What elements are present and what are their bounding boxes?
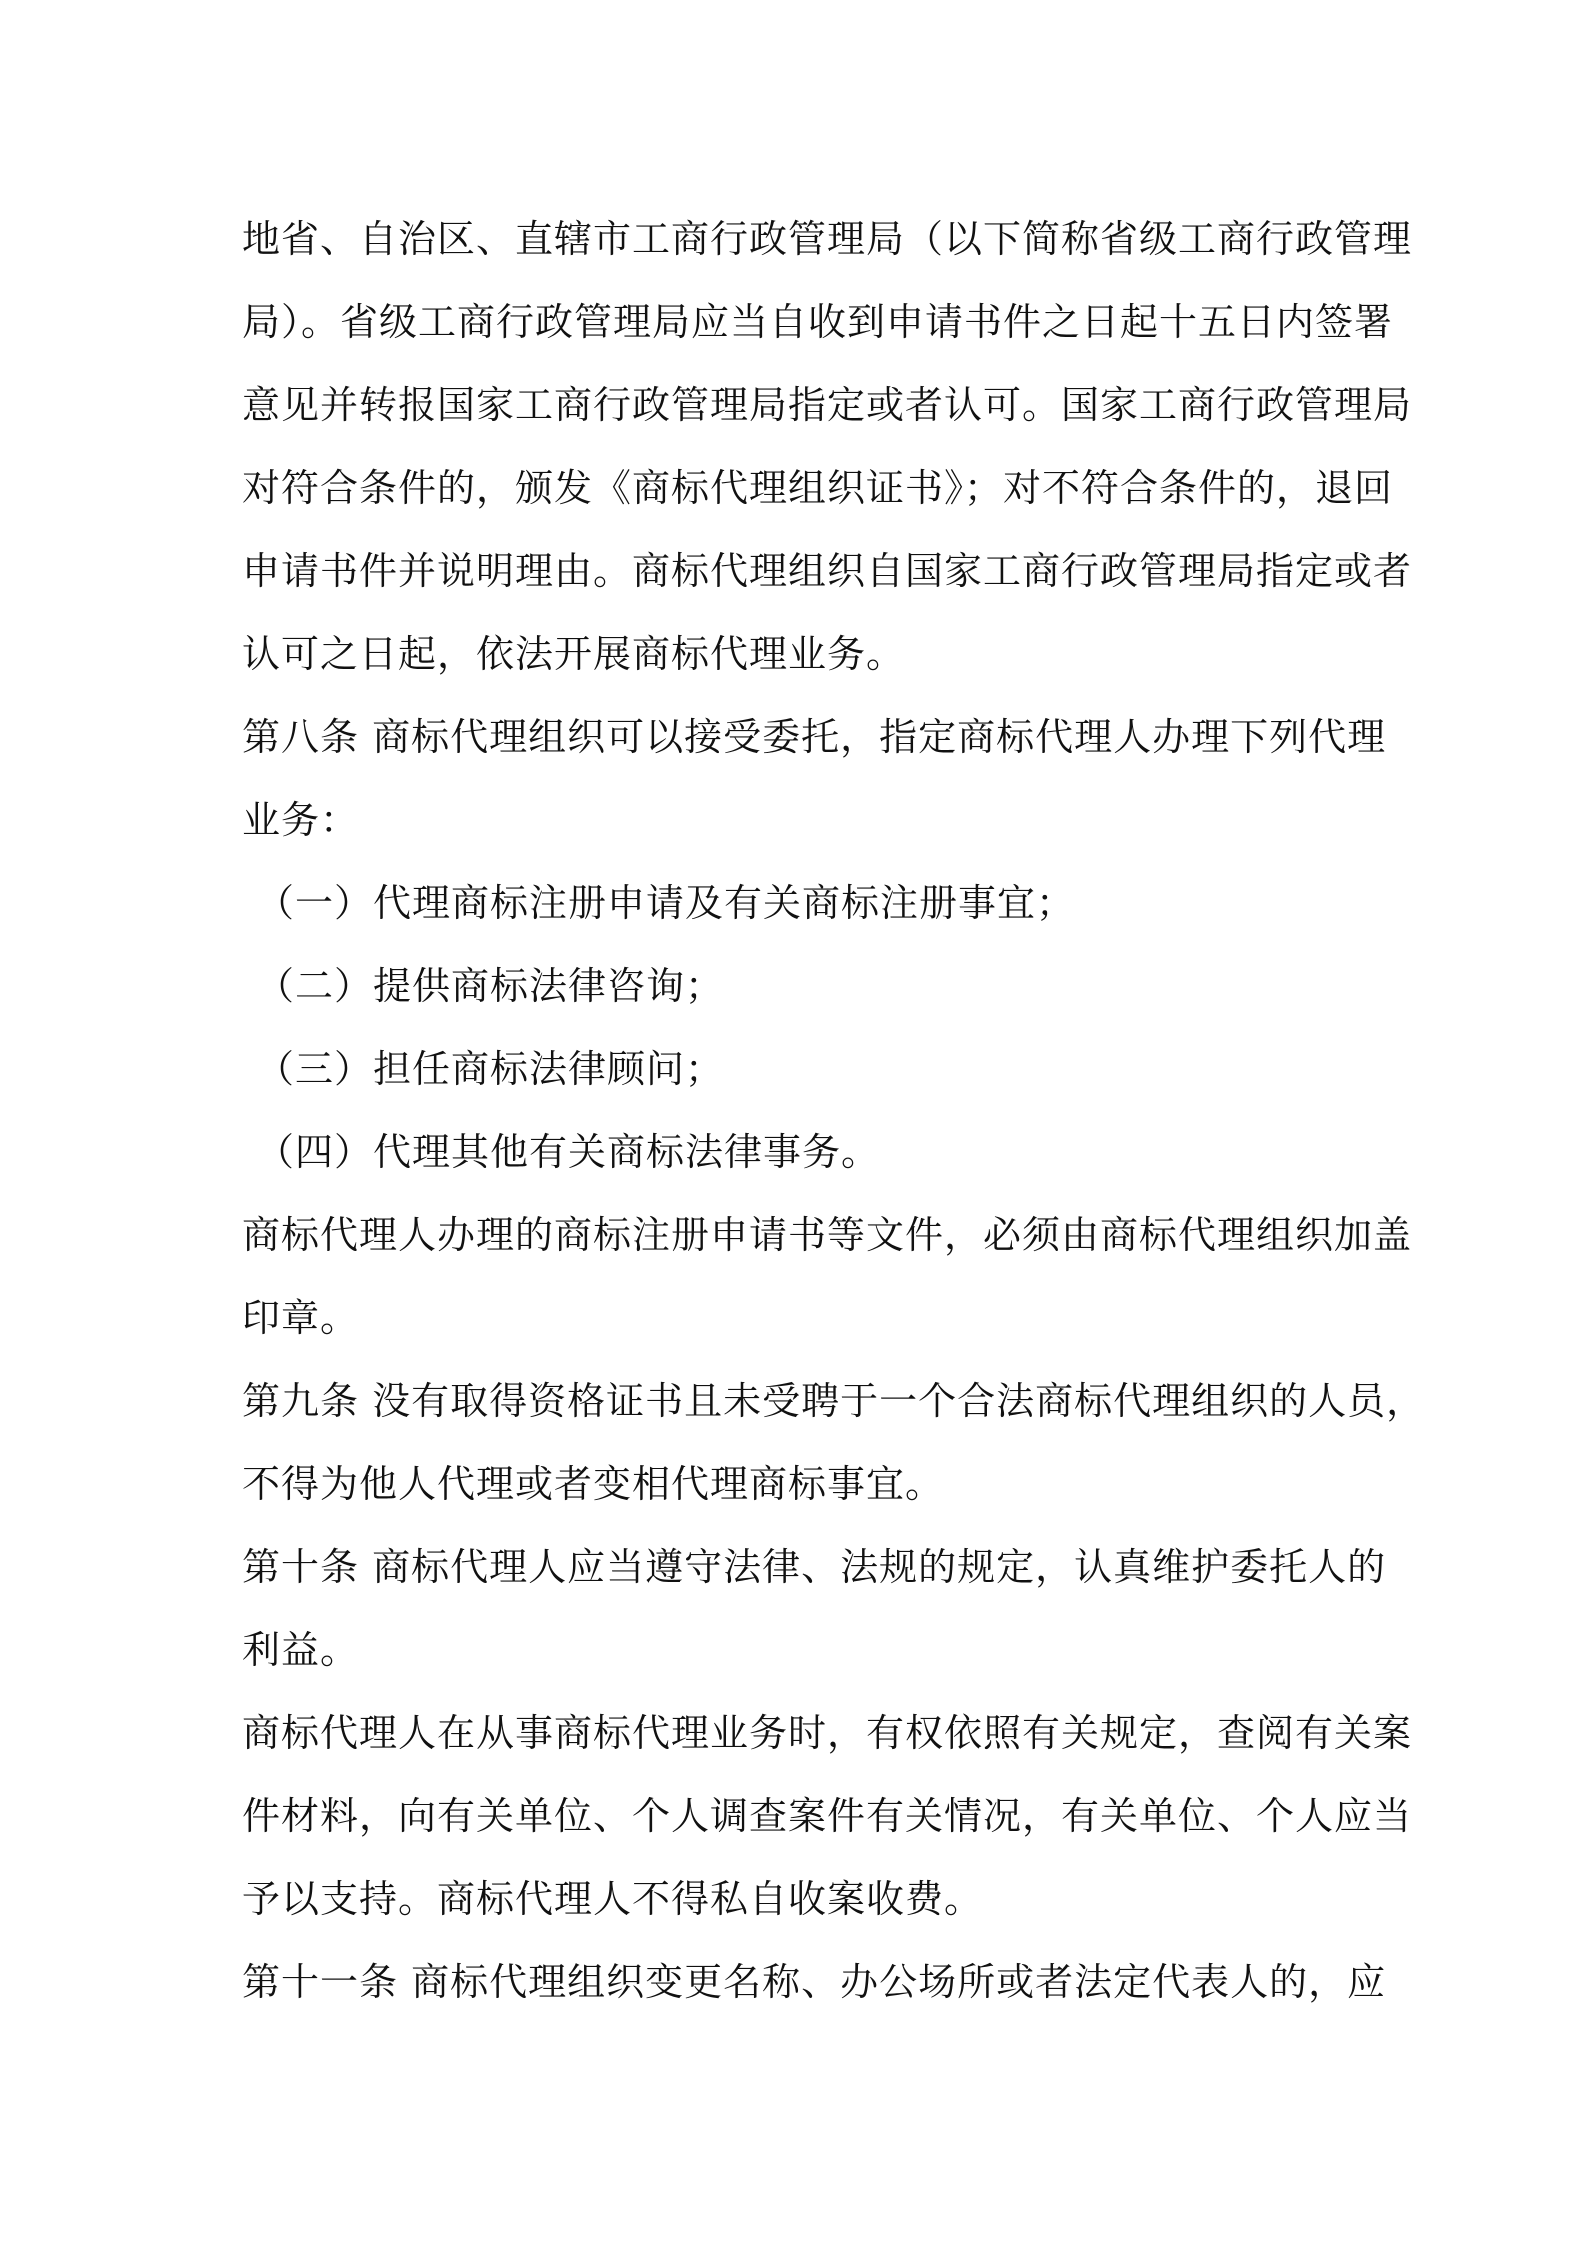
text-line: 地省、自治区、直辖市工商行政管理局（以下简称省级工商行政管理 — [242, 217, 1413, 261]
article-11-heading-line: 第十一条 商标代理组织变更名称、办公场所或者法定代表人的，应 — [242, 1960, 1387, 2004]
text-line: 不得为他人代理或者变相代理商标事宜。 — [242, 1462, 945, 1506]
text-line: 印章。 — [242, 1296, 360, 1340]
text-line: 利益。 — [242, 1628, 360, 1672]
text-line: 申请书件并说明理由。商标代理组织自国家工商行政管理局指定或者 — [242, 549, 1413, 593]
list-item: （一）代理商标注册申请及有关商标注册事宜； — [256, 881, 1076, 925]
article-10-heading-line: 第十条 商标代理人应当遵守法律、法规的规定，认真维护委托人的 — [242, 1545, 1387, 1589]
article-9-heading-line: 第九条 没有取得资格证书且未受聘于一个合法商标代理组织的人员， — [242, 1379, 1426, 1423]
text-line: 认可之日起，依法开展商标代理业务。 — [242, 632, 906, 676]
text-line: 件材料，向有关单位、个人调查案件有关情况，有关单位、个人应当 — [242, 1794, 1413, 1838]
text-line: 局）。省级工商行政管理局应当自收到申请书件之日起十五日内签署 — [242, 300, 1394, 344]
text-line: 业务： — [242, 798, 360, 842]
document-body — [242, 198, 1426, 2024]
text-line: 予以支持。商标代理人不得私自收案收费。 — [242, 1877, 984, 1921]
text-line: 对符合条件的，颁发《商标代理组织证书》；对不符合条件的，退回 — [242, 466, 1394, 510]
list-item: （四）代理其他有关商标法律事务。 — [256, 1130, 881, 1174]
text-line: 商标代理人办理的商标注册申请书等文件，必须由商标代理组织加盖 — [242, 1213, 1413, 1257]
text-line: 意见并转报国家工商行政管理局指定或者认可。国家工商行政管理局 — [242, 383, 1413, 427]
text-line: 商标代理人在从事商标代理业务时，有权依照有关规定，查阅有关案 — [242, 1711, 1413, 1755]
article-8-heading-line: 第八条 商标代理组织可以接受委托，指定商标代理人办理下列代理 — [242, 715, 1387, 759]
list-item: （二）提供商标法律咨询； — [256, 964, 725, 1008]
list-item: （三）担任商标法律顾问； — [256, 1047, 725, 1091]
